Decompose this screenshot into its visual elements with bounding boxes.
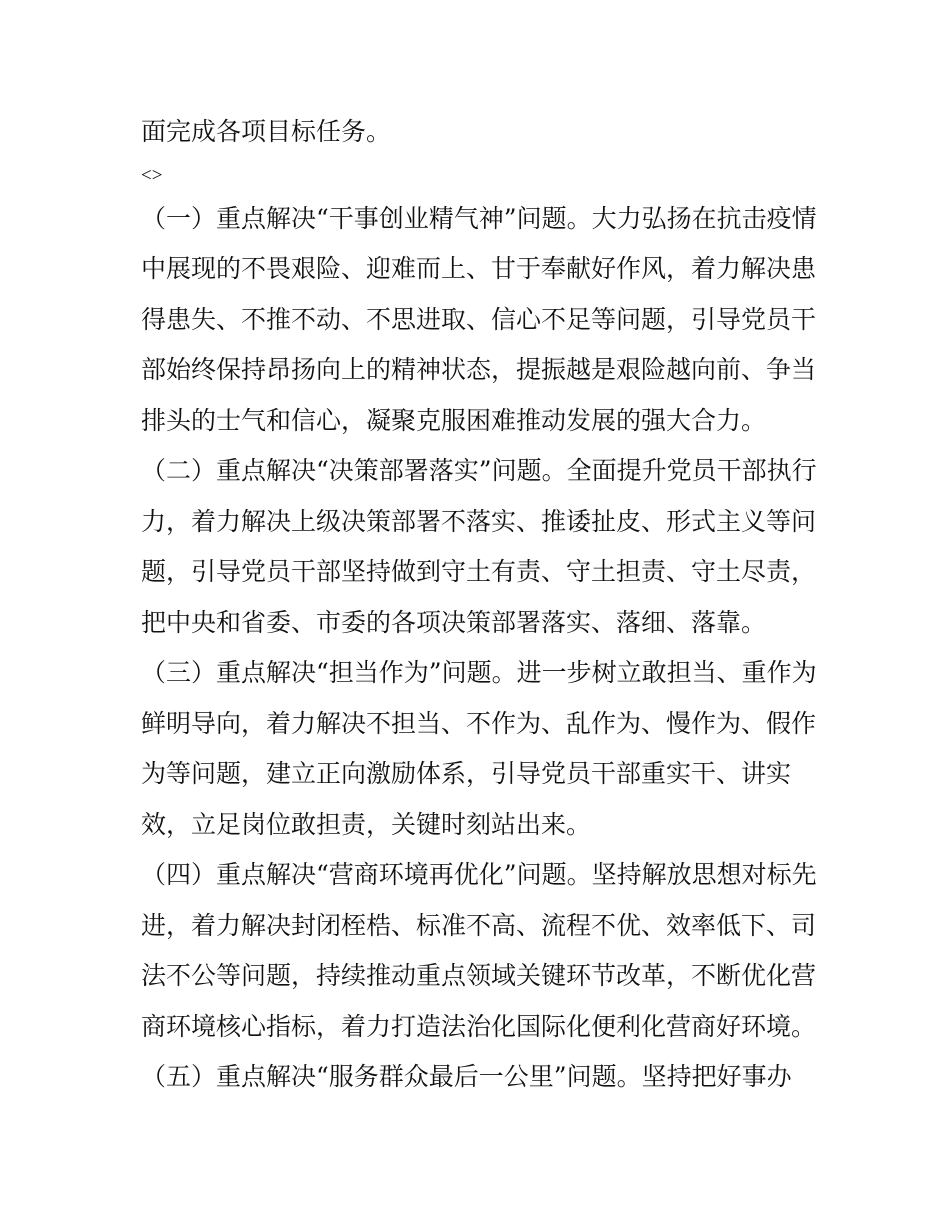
paragraph-3-line-1: （三）重点解决“担当作为”问题。进一步树立敢担当、重作为 xyxy=(141,658,817,687)
paragraph-2-line-4: 把中央和省委、市委的各项决策部署落实、落细、落靠。 xyxy=(141,607,767,637)
paragraph-3-line-3: 为等问题，建立正向激励体系，引导党员干部重实干、讲实 xyxy=(141,759,792,788)
paragraph-1-line-1: （一）重点解决“干事创业精气神”问题。大力弘扬在抗击疫情 xyxy=(141,203,817,233)
paragraph-1-line-3: 得患失、不推不动、不思进取、信心不足等问题，引导党员干 xyxy=(141,304,817,334)
paragraph-2-line-2: 力，着力解决上级决策部署不落实、推诿扯皮、形式主义等问 xyxy=(141,506,817,536)
paragraph-3-line-2: 鲜明导向，着力解决不担当、不作为、乱作为、慢作为、假作 xyxy=(141,708,817,738)
paragraph-2-line-3: 题，引导党员干部坚持做到守土有责、守土担责、守土尽责， xyxy=(141,557,817,586)
paragraph-4-line-4: 商环境核心指标，着力打造法治化国际化便利化营商好环境。 xyxy=(141,1011,817,1041)
paragraph-1-line-4: 部始终保持昂扬向上的精神状态，提振越是艰险越向前、争当 xyxy=(141,355,817,384)
document-body xyxy=(141,107,821,1103)
paragraph-2-line-1: （二）重点解决“决策部署落实”问题。全面提升党员干部执行 xyxy=(141,456,817,485)
paragraph-1-line-2: 中展现的不畏艰险、迎难而上、甘于奉献好作风，着力解决患 xyxy=(141,254,817,283)
paragraph-4-line-2: 进，着力解决封闭桎梏、标准不高、流程不优、效率低下、司 xyxy=(141,910,817,940)
paragraph-3-line-4: 效，立足岗位敢担责，关键时刻站出来。 xyxy=(141,809,592,839)
paragraph-1-line-5: 排头的士气和信心，凝聚克服困难推动发展的强大合力。 xyxy=(141,405,767,435)
text-line: 面完成各项目标任务。 xyxy=(141,117,392,146)
section-marker: <> xyxy=(141,164,163,186)
paragraph-4-line-1: （四）重点解决“营商环境再优化”问题。坚持解放思想对标先 xyxy=(141,860,817,889)
paragraph-5-line-1: （五）重点解决“服务群众最后一公里”问题。坚持把好事办 xyxy=(141,1062,792,1091)
paragraph-4-line-3: 法不公等问题，持续推动重点领域关键环节改革，不断优化营 xyxy=(141,961,817,990)
